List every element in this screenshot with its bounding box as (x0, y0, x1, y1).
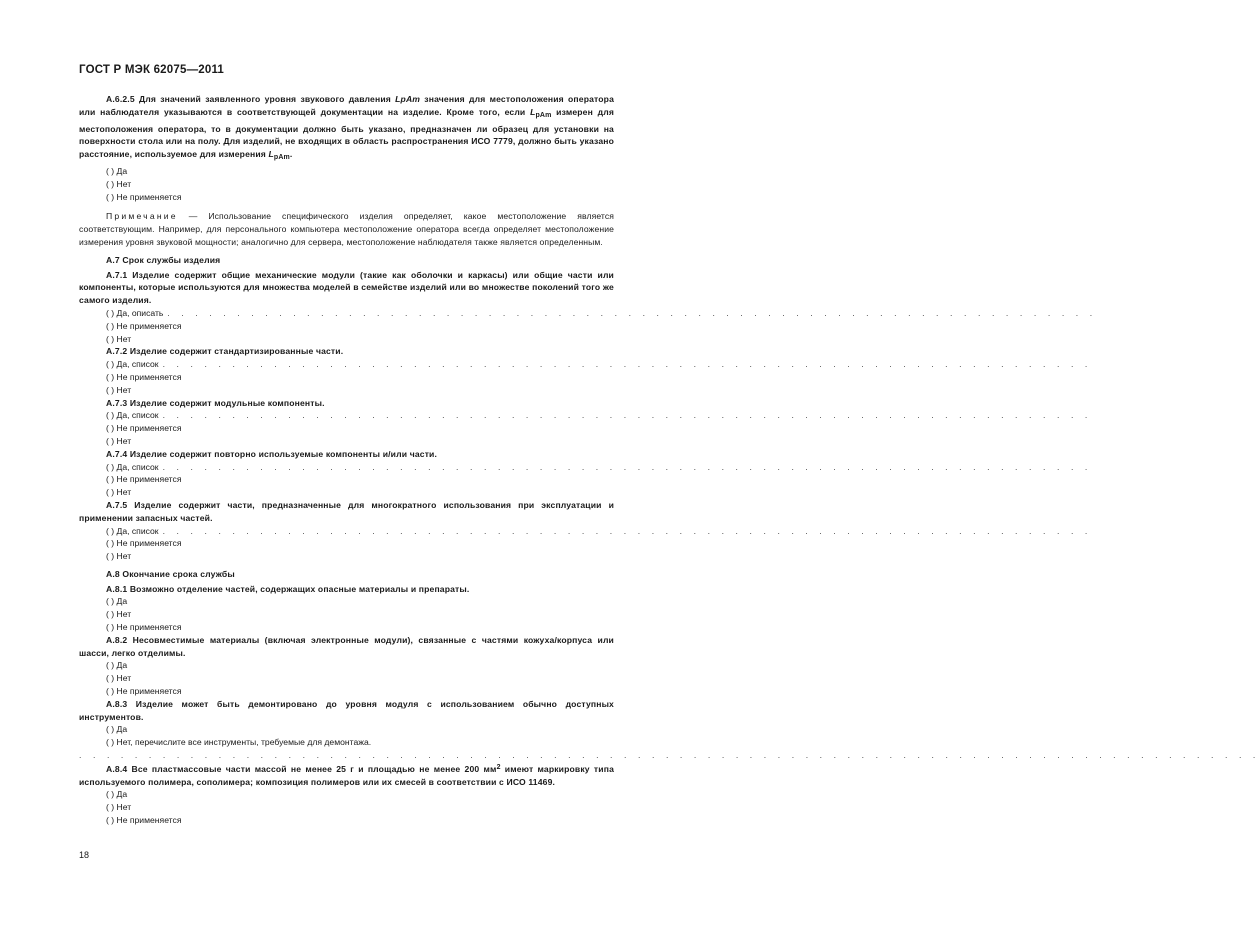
option-yes-list[interactable]: ( ) Да, список . . . . . . . . . . . . . . . . . . . . . . . . . . . . . . . . . . . . . . . . . . . . . . . . . . . . . . . . . . . . . . . . . . . (106, 410, 1092, 421)
option-no-list-tools[interactable]: ( ) Нет, перечислите все инструменты, требуемые для демонтажа. (106, 737, 372, 748)
option-no[interactable]: ( ) Нет (106, 333, 132, 344)
option-yes[interactable]: ( ) Да (106, 596, 128, 607)
section-a7-heading: А.7 Срок службы изделия (106, 254, 221, 265)
option-not-applicable[interactable]: ( ) Не применяется (106, 538, 182, 549)
fill-dots: . . . . . . . . . . . . . . . . . . . . . . . . . . . . . . . . . . . . . . . . . . . . . . . . . . . . . . . . . . . . . . . . . . . (162, 461, 1092, 472)
option-yes-describe[interactable]: ( ) Да, описать . . . . . . . . . . . . . . . . . . . . . . . . . . . . . . . . . . . . . . . . . . . . . . . . . . . . . . . . . . . . . . . . . . . (106, 307, 1097, 318)
option-yes-list[interactable]: ( ) Да, список . . . . . . . . . . . . . . . . . . . . . . . . . . . . . . . . . . . . . . . . . . . . . . . . . . . . . . . . . . . . . . . . . . . (106, 359, 1092, 370)
fill-dots: . . . . . . . . . . . . . . . . . . . . . . . . . . . . . . . . . . . . . . . . . . . . . . . . . . . . . . . . . . . . . . . . . . . (167, 307, 1097, 318)
clause-a73: А.7.3 Изделие содержит модульные компоненты. (106, 397, 325, 408)
option-not-applicable[interactable]: ( ) Не применяется (106, 191, 182, 202)
fill-dots: . . . . . . . . . . . . . . . . . . . . . . . . . . . . . . . . . . . . . . . . . . . . . . . . . . . . . . . . . . . . . . . . . . . (162, 410, 1092, 421)
option-no[interactable]: ( ) Нет (106, 384, 132, 395)
clause-a71: А.7.1 Изделие содержит общие механические модули (такие как оболочки и каркасы) или общие части или компоненты, которые используются для множества моделей в семействе изделий или во множестве поколений того же самого изделия. (79, 269, 614, 306)
option-yes-list[interactable]: ( ) Да, список . . . . . . . . . . . . . . . . . . . . . . . . . . . . . . . . . . . . . . . . . . . . . . . . . . . . . . . . . . . . . . . . . . . (106, 461, 1092, 472)
clause-a75: А.7.5 Изделие содержит части, предназначенные для многократного использования при эксплуатации и применении запасных частей. (79, 499, 614, 523)
fill-dots: . . . . . . . . . . . . . . . . . . . . . . . . . . . . . . . . . . . . . . . . . . . . . . . . . . . . . . . . . . . . . . . . . . . (162, 525, 1092, 536)
option-not-applicable[interactable]: ( ) Не применяется (106, 423, 182, 434)
option-not-applicable[interactable]: ( ) Не применяется (106, 474, 182, 485)
option-not-applicable[interactable]: ( ) Не применяется (106, 320, 182, 331)
paragraph-a625: А.6.2.5 Для значений заявленного уровня звукового давления LpAm значения для местоположения оператора или наблюдателя указываются в соответствующей документации на изделие. Кроме того, если $L_{pAm}$ измерен для местоположения оператора, то в документации должно быть указано, предназначен ли образец для установки на поверхности стола или на полу. Для изделий, не входящих в область распространения ИСО 7779, должно быть указано расстояние, используемое для измерения $L_{pAm}$. (79, 94, 615, 162)
section-a8-heading: А.8 Окончание срока службы (106, 568, 235, 579)
option-yes[interactable]: ( ) Да (106, 724, 128, 735)
clause-a84: А.8.4 Все пластмассовые части массой не менее 25 г и площадью не менее 200 $мм^2$ имеют маркировку типа используемого полимера, сополимера; композиция полимеров или их смесей в соответствии с ИСО 11469. (79, 763, 614, 787)
option-not-applicable[interactable]: ( ) Не применяется (106, 815, 182, 826)
option-no[interactable]: ( ) Нет (106, 551, 132, 562)
option-no[interactable]: ( ) Нет (106, 435, 132, 446)
option-not-applicable[interactable]: ( ) Не применяется (106, 686, 182, 697)
option-yes[interactable]: ( ) Да (106, 789, 128, 800)
option-no[interactable]: ( ) Нет (106, 802, 132, 813)
option-no[interactable]: ( ) Нет (106, 178, 132, 189)
fill-dots: . . . . . . . . . . . . . . . . . . . . . . . . . . . . . . . . . . . . . . . . . . . . . . . . . . . . . . . . . . . . . . . . . . . (162, 359, 1092, 370)
page-content (79, 93, 1260, 827)
clause-a83: А.8.3 Изделие может быть демонтировано до уровня модуля с использованием обычно доступных инструментов. (79, 698, 614, 722)
option-yes[interactable]: ( ) Да (106, 165, 128, 176)
option-not-applicable[interactable]: ( ) Не применяется (106, 371, 182, 382)
note-paragraph: Примечание — Использование специфического изделия определяет, какое местоположение является соответствующим. Например, для персонального компьютера местоположение оператора всегда определяет местоположение измерения уровня звуковой мощности; аналогично для сервера, местоположение наблюдателя также является определенным. (79, 211, 614, 247)
page-number: 18 (79, 850, 90, 860)
option-no[interactable]: ( ) Нет (106, 609, 132, 620)
option-no[interactable]: ( ) Нет (106, 673, 132, 684)
clause-a74: А.7.4 Изделие содержит повторно используемые компоненты и/или части. (106, 448, 438, 459)
option-not-applicable[interactable]: ( ) Не применяется (106, 622, 182, 633)
lpam-symbol: LpAm (395, 94, 421, 104)
page-header-standard-code: ГОСТ Р МЭК 62075—2011 (79, 64, 225, 76)
note-label: Примечание (106, 211, 178, 222)
clause-a81: А.8.1 Возможно отделение частей, содержащих опасные материалы и препараты. (106, 583, 470, 594)
option-yes-list[interactable]: ( ) Да, список . . . . . . . . . . . . . . . . . . . . . . . . . . . . . . . . . . . . . . . . . . . . . . . . . . . . . . . . . . . . . . . . . . . (106, 525, 1092, 536)
answer-dotted-line[interactable]: . . . . . . . . . . . . . . . . . . . . . . . . . . . . . . . . . . . . . . . . . . . . . . . . . . . . . . . . . . . . . . . . . . . . . . . . . . . . . . . . . . . . . (79, 750, 1260, 761)
option-yes[interactable]: ( ) Да (106, 660, 128, 671)
option-no[interactable]: ( ) Нет (106, 487, 132, 498)
clause-a72: А.7.2 Изделие содержит стандартизированные части. (106, 346, 344, 357)
clause-a82: А.8.2 Несовместимые материалы (включая электронные модули), связанные с частями кожуха/корпуса или шасси, легко отделимы. (79, 634, 614, 658)
